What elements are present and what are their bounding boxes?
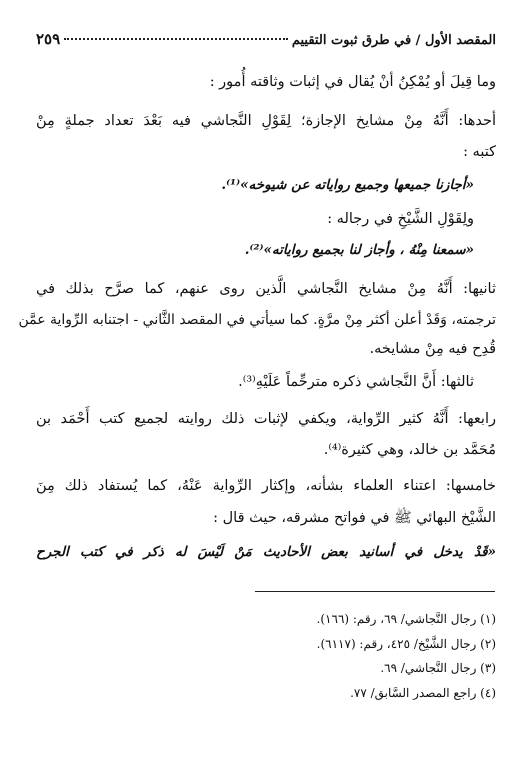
body-line: خامسها: اعتناء العلماء بشأنه، وإكثار الرِّواية عَنْهُ، كما يُستفاد ذلك مِنَ	[36, 478, 496, 494]
body-line: ثالثها: أَنَّ النَّجاشي ذكره مترحِّماً عَلَيْهِ⁽³⁾.	[238, 374, 474, 390]
footnote: (٢) رجال الشَّيْخ/ ٤٢٥، رقم: (٦١١٧).	[316, 637, 496, 651]
body-line: ولِقَوْلِ الشَّيْخِ في رجاله :	[327, 211, 474, 227]
body-line: مُحَمَّد بن خالد، وهي كثيرة⁽⁴⁾.	[323, 442, 496, 458]
page-number: ٢٥٩	[36, 30, 61, 48]
body-line: أحدها: أَنَّهُ مِنْ مشايخ الإجازة؛ لِقَوْلِ النَّجاشي فيه بَعْدَ تعداد جملةٍ مِنْ	[36, 113, 496, 129]
footnote: (١) رجال النَّجاشي/ ٦٩، رقم: (١٦٦).	[316, 612, 496, 626]
body-line: وما قِيلَ أو يُمْكِنُ أنْ يُقال في إثبات وثاقته أُمور :	[209, 74, 496, 90]
running-header	[36, 30, 496, 54]
quote-line: «سمعنا مِنْهُ ، وأجاز لنا بجميع رواياته»⁽²⁾.	[244, 242, 474, 258]
body-line: كتبه :	[463, 144, 496, 160]
footnote-separator	[255, 591, 495, 592]
footnote: (٣) رجال النَّجاشي/ ٦٩.	[380, 661, 496, 675]
footnote: (٤) راجع المصدر السَّابق/ ٧٧.	[350, 686, 496, 700]
quote-line: «أجازنا جميعها وجميع رواياته عن شيوخه»⁽¹⁾.	[221, 177, 474, 193]
body-line: ثانيها: أَنَّهُ مِنْ مشايخ النَّجاشي الَّذين روى عنهم، كما صرَّح بذلك في	[36, 281, 496, 297]
body-line: رابعها: أَنَّهُ كثير الرِّواية، ويكفي لإثبات ذلك روايته لجميع كتب أَحْمَد بن	[36, 411, 496, 427]
header-title: المقصد الأول / في طرق ثبوت التقييم	[291, 33, 496, 48]
body-line: ترجمته، وَقَدْ أعلن أكثر مِنْ مرَّةٍ. كما سيأتي في المقصد الثَّاني - اجتنابه الرِّواية عمَّن	[18, 312, 496, 328]
body-line: قُدِح فيه مِنْ مشايخه.	[369, 341, 496, 357]
quote-line: «قَدْ يدخل في أسانيد بعض الأحاديث مَنْ لَيْسَ له ذكر في كتب الجرح	[36, 544, 496, 560]
body-line: الشَّيْخ البهائي ﷺ في فواتح مشرقه، حيث قال :	[213, 510, 496, 526]
header-dot-leader	[64, 38, 288, 40]
